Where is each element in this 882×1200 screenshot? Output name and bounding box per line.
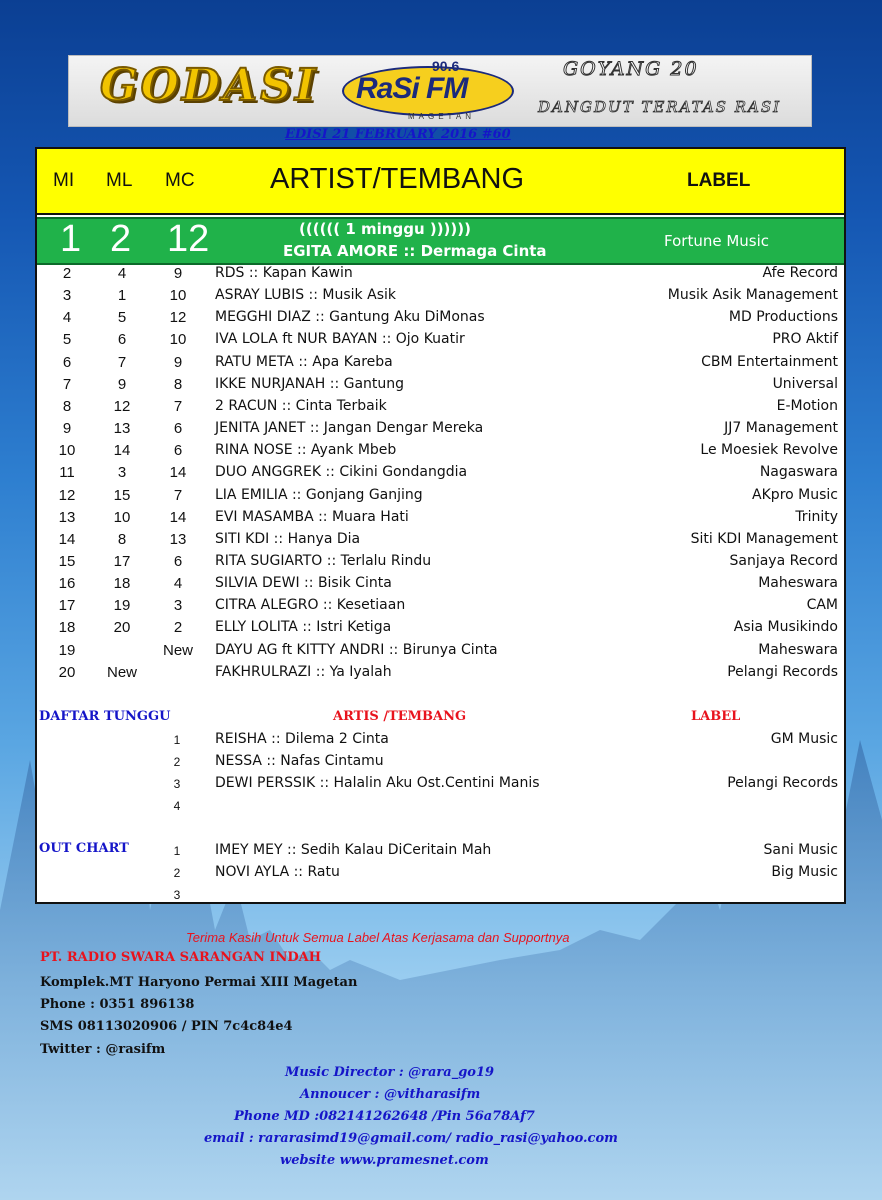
top-mi: 1 (60, 218, 82, 260)
cell-mc: 6 (173, 442, 183, 460)
table-header (37, 149, 844, 215)
cell-ml: 14 (113, 442, 131, 460)
cell-artist: ELLY LOLITA :: Istri Ketiga (215, 619, 392, 636)
cell-ml: 18 (113, 575, 131, 593)
table-row (37, 595, 844, 617)
cell-label: Universal (772, 375, 838, 392)
cell-label: Sanjaya Record (729, 552, 838, 569)
table-row (37, 263, 844, 285)
top-mc: 12 (167, 218, 210, 260)
table-row (37, 440, 844, 462)
cell-ml: 12 (113, 397, 131, 415)
cell-mi: 9 (62, 420, 72, 438)
out-chart-item (37, 884, 844, 906)
cell-ml: 15 (113, 486, 131, 504)
cell-artist: IKKE NURJANAH :: Gantung (215, 375, 405, 392)
cell-mi: 8 (62, 397, 72, 415)
cell-label: Maheswara (758, 641, 838, 658)
waiting-item (37, 751, 844, 773)
cell-mi: 15 (58, 552, 76, 570)
out-chart-artist: IMEY MEY :: Sedih Kalau DiCeritain Mah (215, 842, 492, 858)
cell-label: Musik Asik Management (667, 287, 838, 304)
cell-mc: 6 (173, 420, 183, 438)
out-chart-label: Sani Music (763, 842, 838, 858)
cell-label: Siti KDI Management (690, 530, 838, 547)
out-chart-number: 3 (173, 888, 181, 902)
out-chart-heading: OUT CHART (39, 841, 129, 856)
cell-artist: RITA SUGIARTO :: Terlalu Rindu (215, 552, 432, 569)
cell-ml: 13 (113, 420, 131, 438)
cell-mc: 6 (173, 552, 183, 570)
cell-mi: 6 (62, 353, 72, 371)
cell-artist: RDS :: Kapan Kawin (215, 265, 353, 281)
table-row (37, 418, 844, 440)
chart-title: GOYANG 20 (563, 58, 699, 80)
out-chart-label: Big Music (771, 864, 838, 880)
table-row (37, 617, 844, 639)
cell-artist: SITI KDI :: Hanya Dia (215, 530, 361, 547)
cell-mi: 12 (58, 486, 76, 504)
waiting-number: 4 (173, 799, 181, 813)
cell-label: MD Productions (728, 309, 838, 326)
cell-mc: 2 (173, 619, 183, 637)
cell-label: Afe Record (762, 265, 838, 281)
cell-ml: 6 (117, 331, 127, 349)
cell-ml: 7 (117, 353, 127, 371)
cell-artist: DAYU AG ft KITTY ANDRI :: Birunya Cinta (215, 641, 498, 658)
thanks-text: Terima Kasih Untuk Semua Label Atas Kerjasama dan Supportnya (186, 930, 570, 945)
cell-mc: New (162, 641, 193, 659)
col-mc-header: MC (165, 170, 195, 191)
table-row (37, 551, 844, 573)
table-row (37, 507, 844, 529)
out-chart-item (37, 840, 844, 862)
cell-mc: 10 (169, 331, 187, 349)
waiting-number: 1 (173, 733, 181, 747)
cell-artist: 2 RACUN :: Cinta Terbaik (215, 397, 387, 414)
cell-mc: 7 (173, 486, 183, 504)
cell-label: PRO Aktif (772, 331, 838, 348)
company-sms: SMS 08113020906 / PIN 7c4c84e4 (40, 1019, 293, 1034)
company-phone: Phone : 0351 896138 (40, 997, 195, 1012)
out-chart-artist: NOVI AYLA :: Ratu (215, 864, 340, 880)
contact-email[interactable]: email : rararasimd19@gmail.com/ radio_rasi@yahoo.com (204, 1131, 618, 1146)
cell-artist: DUO ANGGREK :: Cikini Gondangdia (215, 464, 468, 481)
cell-artist: FAKHRULRAZI :: Ya Iyalah (215, 663, 392, 680)
edition-link[interactable]: EDISI 21 FEBRUARY 2016 #60 (285, 127, 511, 142)
cell-label: CBM Entertainment (701, 353, 838, 370)
cell-mi: 4 (62, 309, 72, 327)
waiting-label-heading: LABEL (691, 709, 741, 724)
table-row (37, 329, 844, 351)
cell-artist: RATU META :: Apa Kareba (215, 353, 393, 370)
cell-artist: EVI MASAMBA :: Muara Hati (215, 508, 409, 525)
waiting-artist: DEWI PERSSIK :: Halalin Aku Ost.Centini Manis (215, 775, 540, 791)
cell-mi: 19 (58, 641, 76, 659)
cell-ml: 17 (113, 552, 131, 570)
cell-mc: 12 (169, 309, 187, 327)
godasi-logo: GODASI (100, 60, 319, 111)
chart-subtitle: DANGDUT TERATAS RASI (538, 98, 782, 116)
cell-label: E-Motion (776, 397, 838, 414)
cell-artist: LIA EMILIA :: Gonjang Ganjing (215, 486, 423, 503)
table-row (37, 640, 844, 662)
website-link[interactable]: website www.pramesnet.com (280, 1153, 489, 1168)
top-label: Fortune Music (664, 232, 770, 250)
cell-ml: New (106, 663, 137, 681)
cell-mc: 8 (173, 375, 183, 393)
top-weeks: (((((( 1 minggu )))))) (299, 220, 471, 238)
cell-mi: 2 (62, 265, 72, 282)
waiting-heading: DAFTAR TUNGGU (39, 709, 171, 724)
cell-label: JJ7 Management (724, 420, 838, 437)
cell-label: Le Moesiek Revolve (700, 442, 838, 459)
cell-mi: 10 (58, 442, 76, 460)
table-row (37, 352, 844, 374)
table-row (37, 462, 844, 484)
company-twitter[interactable]: Twitter : @rasifm (40, 1042, 166, 1057)
cell-mi: 5 (62, 331, 72, 349)
cell-ml: 20 (113, 619, 131, 637)
cell-mi: 14 (58, 530, 76, 548)
station-city: MAGETAN (408, 112, 475, 121)
rasi-fm-logo (342, 58, 512, 122)
table-row (37, 573, 844, 595)
cell-label: AKpro Music (752, 486, 838, 503)
waiting-label: Pelangi Records (727, 775, 838, 791)
cell-ml: 1 (117, 287, 127, 305)
out-chart-item (37, 862, 844, 884)
cell-mc: 14 (169, 508, 187, 526)
cell-mi: 3 (62, 287, 72, 305)
cell-label: CAM (806, 597, 838, 614)
cell-mc: 4 (173, 575, 183, 593)
cell-label: Maheswara (758, 575, 838, 592)
company-address: Komplek.MT Haryono Permai XIII Magetan (40, 975, 358, 990)
cell-ml: 3 (117, 464, 127, 482)
table-row (37, 374, 844, 396)
cell-mc: 13 (169, 530, 187, 548)
col-artist-header: ARTIST/TEMBANG (270, 163, 525, 195)
waiting-artist: REISHA :: Dilema 2 Cinta (215, 731, 389, 747)
cell-mc: 9 (173, 265, 183, 282)
cell-artist: SILVIA DEWI :: Bisik Cinta (215, 575, 392, 592)
cell-ml: 10 (113, 508, 131, 526)
music-director: Music Director : @rara_go19 (285, 1065, 495, 1080)
out-chart-number: 1 (173, 844, 181, 858)
top-ml: 2 (110, 218, 132, 260)
table-row (37, 529, 844, 551)
cell-label: Nagaswara (759, 464, 838, 481)
chart-panel (35, 147, 846, 904)
cell-mc: 7 (173, 397, 183, 415)
cell-mc: 3 (173, 597, 183, 615)
cell-label: Pelangi Records (727, 663, 838, 680)
cell-label: Asia Musikindo (733, 619, 838, 636)
waiting-item (37, 773, 844, 795)
waiting-artist-heading: ARTIS /TEMBANG (333, 709, 467, 724)
cell-mi: 20 (58, 663, 76, 681)
table-row (37, 662, 844, 684)
cell-mi: 18 (58, 619, 76, 637)
table-row (37, 485, 844, 507)
cell-ml: 8 (117, 530, 127, 548)
cell-mc: 9 (173, 353, 183, 371)
cell-mc: 14 (169, 464, 187, 482)
cell-artist: IVA LOLA ft NUR BAYAN :: Ojo Kuatir (215, 331, 465, 348)
cell-artist: RINA NOSE :: Ayank Mbeb (215, 442, 397, 459)
phone-md: Phone MD :082141262648 /Pin 56a78Af7 (234, 1109, 535, 1124)
top-artist: EGITA AMORE :: Dermaga Cinta (283, 242, 547, 260)
station-frequency: 90.6 (432, 58, 460, 74)
top-entry-row (37, 217, 844, 265)
col-label-header: LABEL (687, 170, 751, 191)
cell-ml: 5 (117, 309, 127, 327)
station-name: RaSi FM (356, 72, 468, 105)
table-row (37, 307, 844, 329)
waiting-label: GM Music (770, 731, 838, 747)
cell-artist: MEGGHI DIAZ :: Gantung Aku DiMonas (215, 309, 485, 326)
cell-mi: 17 (58, 597, 76, 615)
cell-ml: 9 (117, 375, 127, 393)
col-mi-header: MI (53, 170, 75, 191)
cell-artist: JENITA JANET :: Jangan Dengar Mereka (215, 420, 484, 437)
out-chart-number: 2 (173, 866, 181, 880)
waiting-artist: NESSA :: Nafas Cintamu (215, 753, 384, 769)
waiting-number: 3 (173, 777, 181, 791)
waiting-item (37, 795, 844, 817)
waiting-item (37, 729, 844, 751)
cell-ml: 4 (117, 265, 127, 282)
company-name: PT. RADIO SWARA SARANGAN INDAH (40, 950, 322, 965)
cell-artist: CITRA ALEGRO :: Kesetiaan (215, 597, 406, 614)
cell-mi: 16 (58, 575, 76, 593)
table-row (37, 285, 844, 307)
waiting-number: 2 (173, 755, 181, 769)
cell-ml: 19 (113, 597, 131, 615)
cell-artist: ASRAY LUBIS :: Musik Asik (215, 287, 396, 304)
cell-mc: 10 (169, 287, 187, 305)
cell-label: Trinity (795, 508, 838, 525)
announcer: Annoucer : @vitharasifm (300, 1087, 481, 1102)
cell-mi: 11 (59, 464, 75, 482)
table-row (37, 396, 844, 418)
cell-mi: 13 (58, 508, 76, 526)
col-ml-header: ML (106, 170, 133, 191)
cell-mi: 7 (62, 375, 72, 393)
